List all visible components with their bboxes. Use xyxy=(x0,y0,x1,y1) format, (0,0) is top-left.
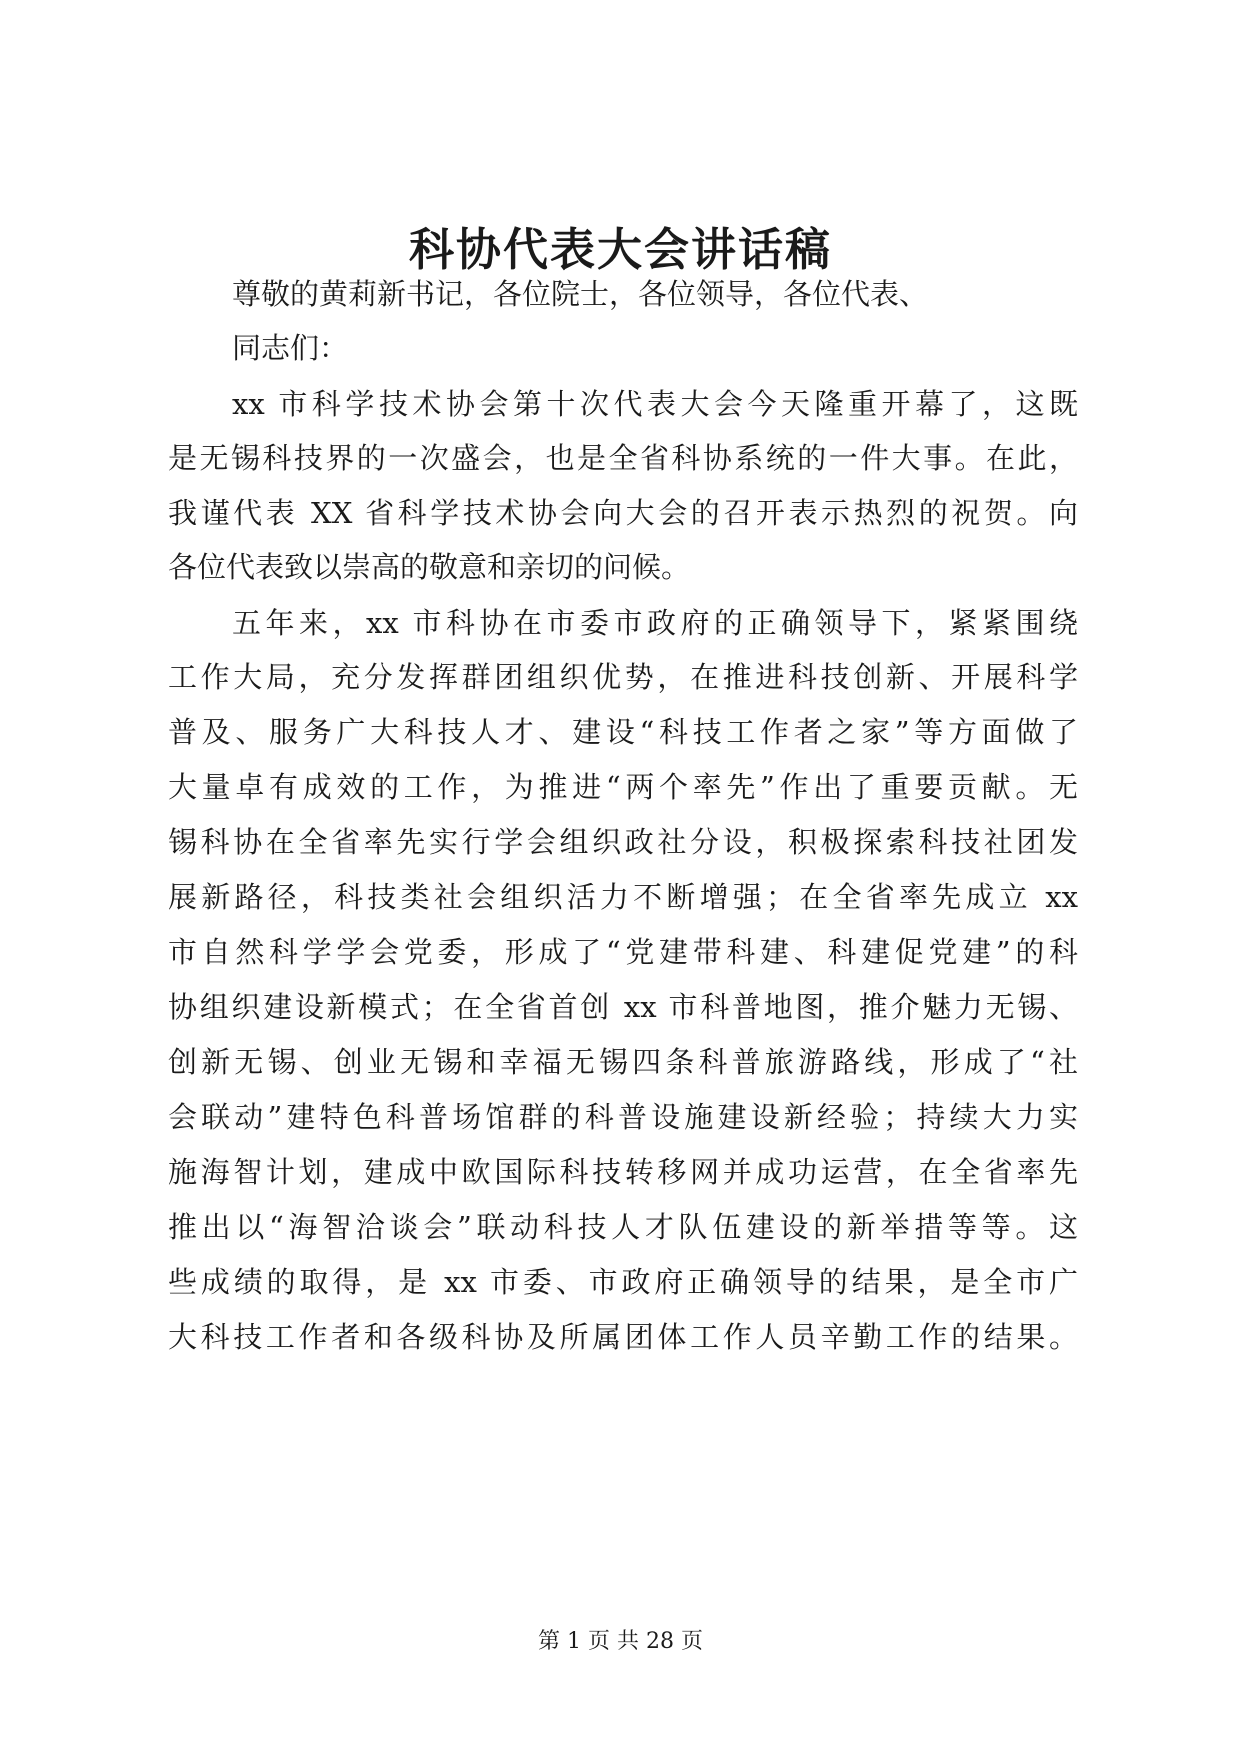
document-title: 科协代表大会讲话稿 xyxy=(408,223,832,276)
salutation-line: 同志们： xyxy=(232,331,349,365)
page-footer: 第 1 页 共 28 页 xyxy=(538,1629,703,1654)
paragraph-line: 创新无锡、创业无锡和幸福无锡四条科普旅游路线，形成了“社 xyxy=(168,1045,1078,1079)
paragraph-line: 普及、服务广大科技人才、建设“科技工作者之家”等方面做了 xyxy=(168,715,1078,749)
paragraph-line: 推出以“海智洽谈会”联动科技人才队伍建设的新举措等等。这 xyxy=(168,1210,1078,1244)
paragraph-line: 五年来，xx 市科协在市委市政府的正确领导下，紧紧围绕 xyxy=(232,606,1078,640)
paragraph-line: 大量卓有成效的工作，为推进“两个率先”作出了重要贡献。无 xyxy=(168,770,1078,804)
paragraph-line: 施海智计划，建成中欧国际科技转移网并成功运营，在全省率先 xyxy=(168,1155,1078,1189)
salutation-line: 尊敬的黄莉新书记，各位院士，各位领导，各位代表、 xyxy=(232,277,929,311)
paragraph-line: 我谨代表 XX 省科学技术协会向大会的召开表示热烈的祝贺。向 xyxy=(168,496,1078,530)
paragraph-line: 是无锡科技界的一次盛会，也是全省科协系统的一件大事。在此， xyxy=(168,441,1078,475)
paragraph-line: 协组织建设新模式；在全省首创 xx 市科普地图，推介魅力无锡、 xyxy=(168,990,1078,1024)
paragraph-line: 工作大局，充分发挥群团组织优势，在推进科技创新、开展科学 xyxy=(168,660,1078,694)
paragraph-line: xx 市科学技术协会第十次代表大会今天隆重开幕了，这既 xyxy=(232,387,1078,421)
paragraph-line: 会联动”建特色科普场馆群的科普设施建设新经验；持续大力实 xyxy=(168,1100,1078,1134)
paragraph-line: 锡科协在全省率先实行学会组织政社分设，积极探索科技社团发 xyxy=(168,825,1078,859)
paragraph-line: 些成绩的取得，是 xx 市委、市政府正确领导的结果，是全市广 xyxy=(168,1265,1078,1299)
paragraph-line: 市自然科学学会党委，形成了“党建带科建、科建促党建”的科 xyxy=(168,935,1078,969)
paragraph-line: 展新路径，科技类社会组织活力不断增强；在全省率先成立 xx xyxy=(168,880,1078,914)
paragraph-line: 大科技工作者和各级科协及所属团体工作人员辛勤工作的结果。 xyxy=(168,1320,1078,1354)
paragraph-line: 各位代表致以崇高的敬意和亲切的问候。 xyxy=(168,550,691,584)
